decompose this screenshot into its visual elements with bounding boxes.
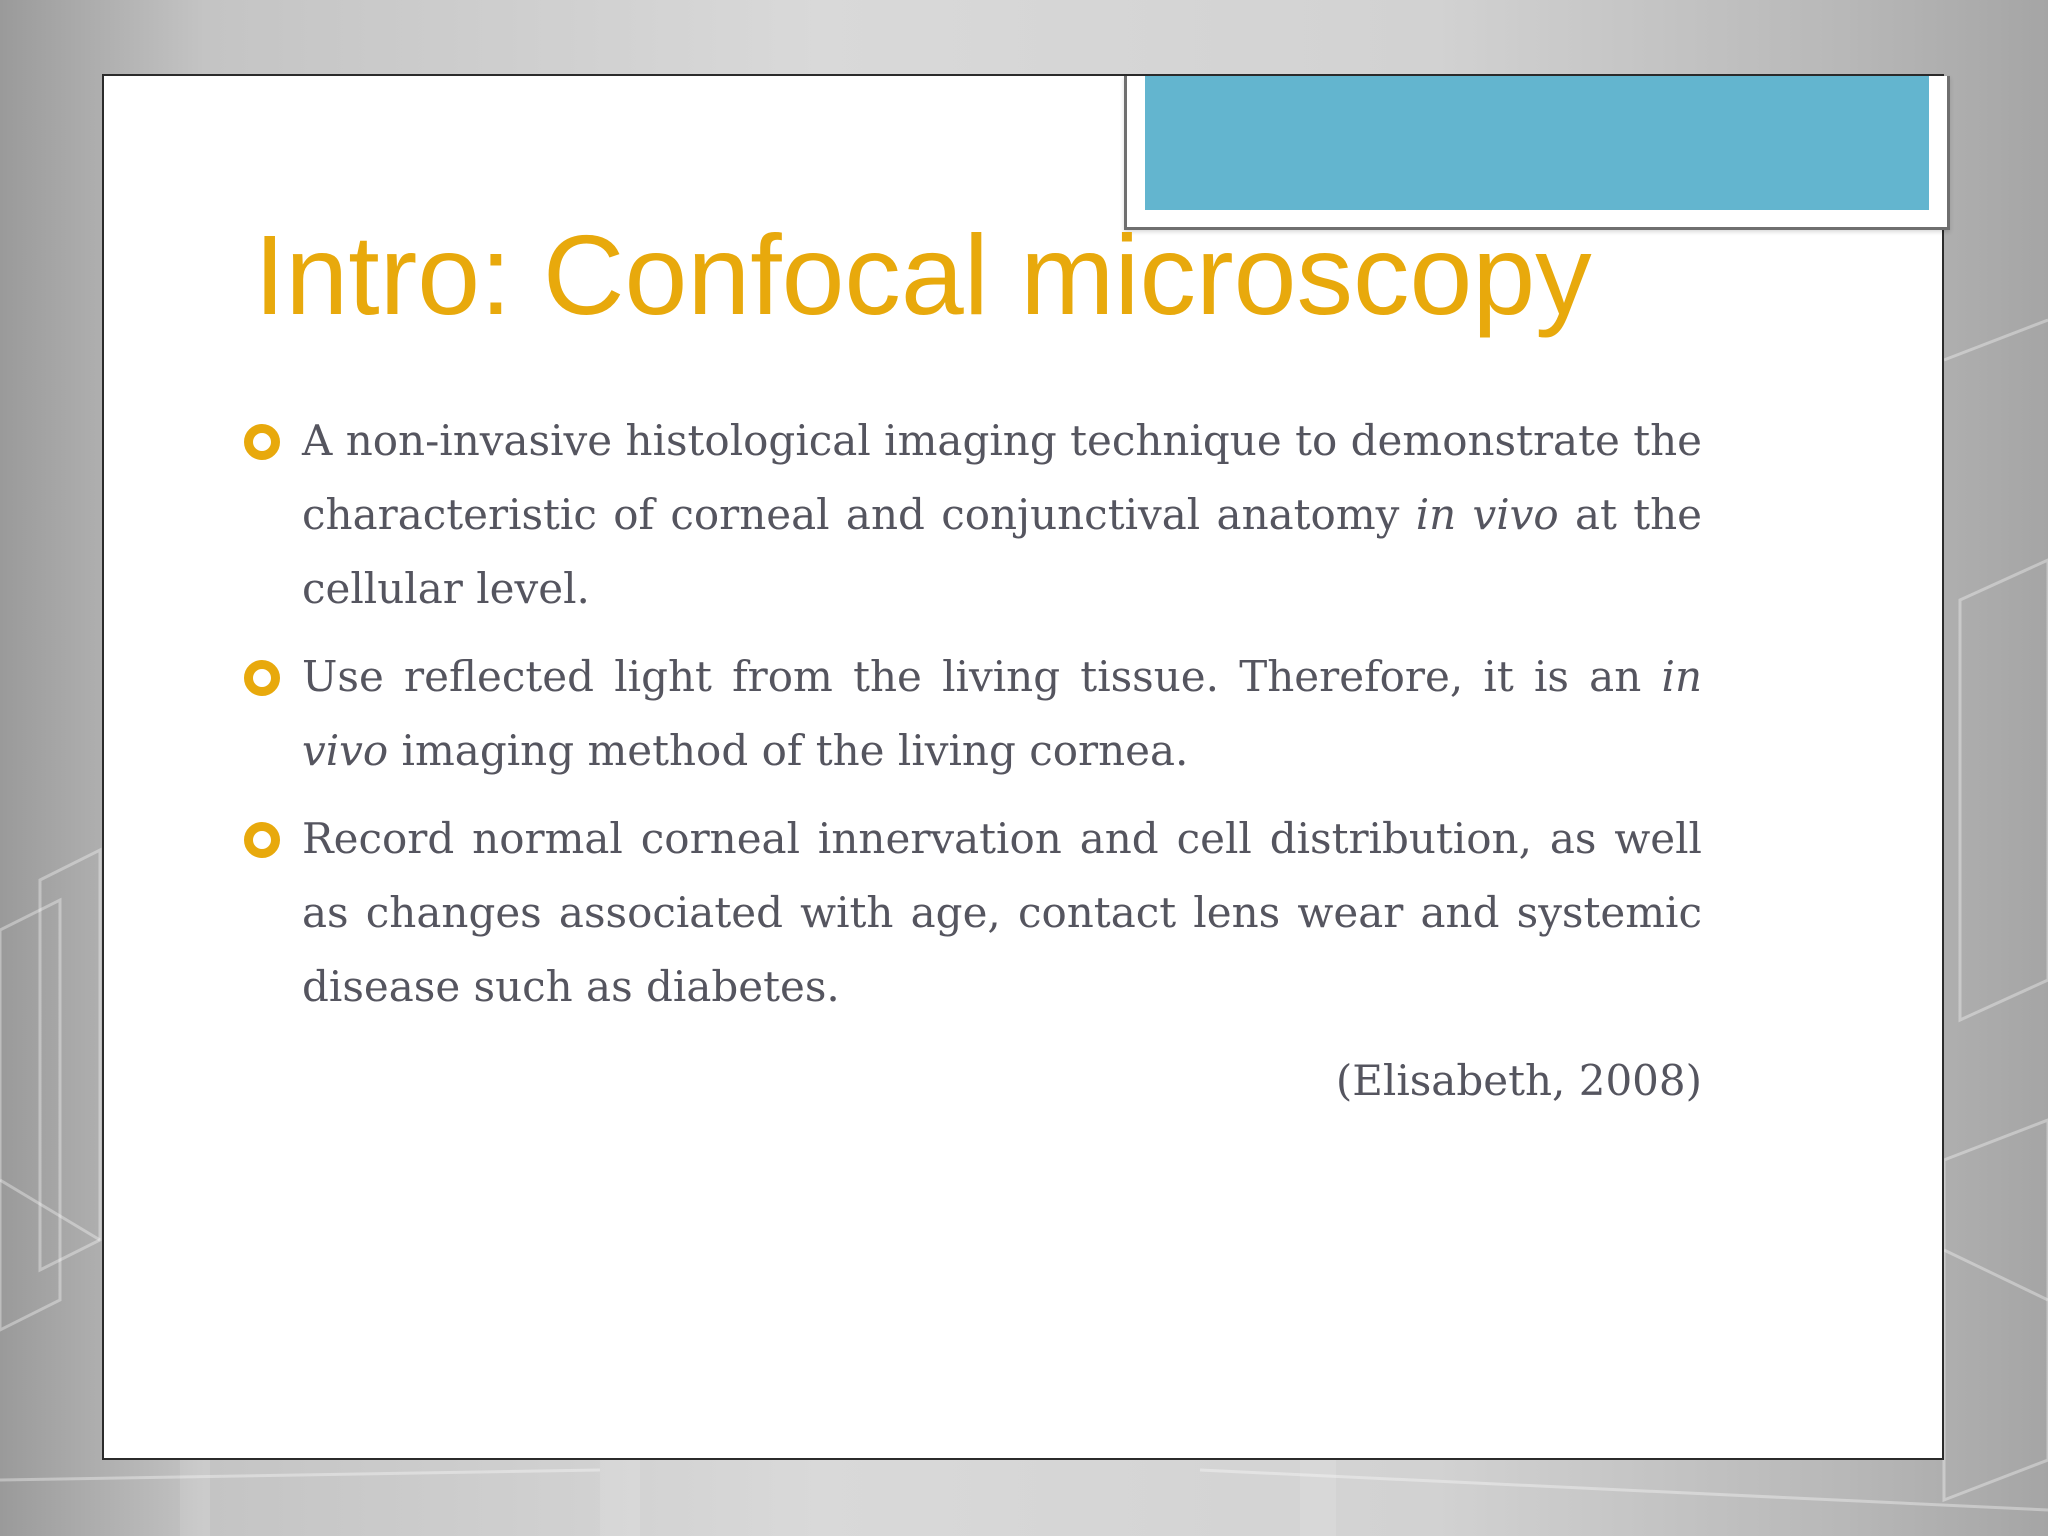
bullet-text-italic: in vivo <box>302 652 1702 775</box>
bullet-text-part: Record normal corneal innervation and cell distribution, as well as changes associated with age, contact lens wear and systemic disease such as diabetes. <box>302 814 1702 1011</box>
bullet-text-part: imaging method of the living cornea. <box>388 726 1189 775</box>
circle-bullet-icon <box>244 424 280 460</box>
bullet-text <box>302 802 1702 1024</box>
bullet-text <box>302 640 1702 788</box>
bullet-text-italic: in vivo <box>1415 490 1559 539</box>
circle-bullet-icon <box>244 822 280 858</box>
bullet-text <box>302 404 1702 626</box>
bullet-list <box>242 404 1702 1038</box>
slide-title: Intro: Confocal microscopy <box>254 212 1592 338</box>
bullet-text-part: Use reflected light from the living tissue. Therefore, it is an <box>302 652 1662 701</box>
circle-bullet-icon <box>244 660 280 696</box>
bullet-text-part: at the cellular level. <box>302 490 1702 613</box>
citation: (Elisabeth, 2008) <box>1335 1056 1702 1105</box>
accent-bar <box>1145 76 1929 210</box>
bullet-item <box>242 802 1702 1024</box>
bullet-text-part: A non-invasive histological imaging technique to demonstrate the characteristic of corneal and conjunctival anatomy <box>302 416 1702 539</box>
bullet-item <box>242 404 1702 626</box>
bullet-item <box>242 640 1702 788</box>
accent-frame <box>1124 76 1950 230</box>
